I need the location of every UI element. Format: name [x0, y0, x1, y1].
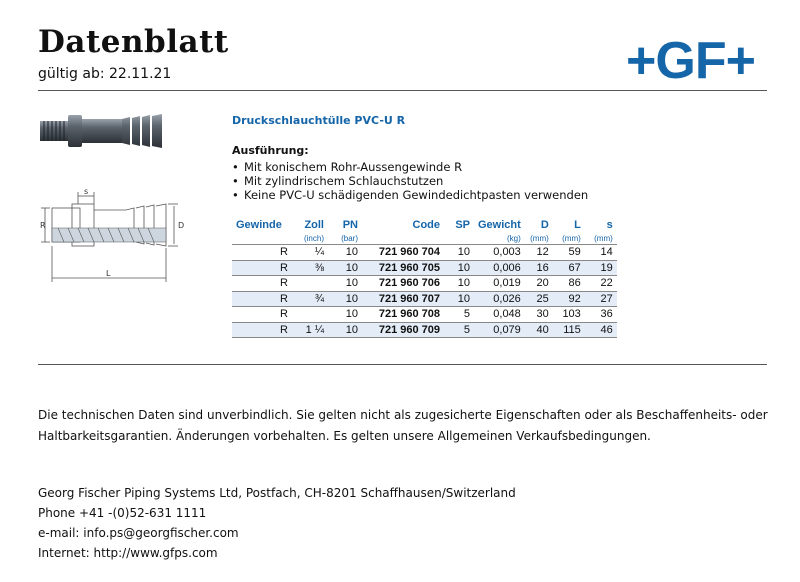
gf-logo: +GF+	[626, 32, 755, 90]
ausfuehrung-heading: Ausführung:	[232, 144, 309, 157]
cell-d: 12	[525, 245, 553, 261]
cell-zoll	[292, 307, 328, 323]
table-row	[232, 276, 617, 292]
cell-gewicht: 0,003	[474, 245, 525, 261]
cell-gewinde: R	[232, 260, 292, 276]
col-header-gewinde: Gewinde	[236, 219, 282, 231]
cell-zoll: ¾	[292, 291, 328, 307]
cell-d: 16	[525, 260, 553, 276]
dim-label-r: R	[40, 221, 46, 230]
table-header-row	[232, 217, 617, 233]
cell-d: 20	[525, 276, 553, 292]
cell-l: 67	[553, 260, 585, 276]
unit-l: (mm)	[562, 234, 581, 243]
company-address: Georg Fischer Piping Systems Ltd, Postfach, CH-8201 Schaffhausen/Switzerland	[38, 486, 516, 500]
cell-l: 115	[553, 322, 585, 338]
cell-l: 92	[553, 291, 585, 307]
cell-gewinde: R	[232, 276, 292, 292]
unit-s: (mm)	[594, 234, 613, 243]
cell-gewinde: R	[232, 307, 292, 323]
cell-code: 721 960 707	[362, 291, 444, 307]
company-website: Internet: http://www.gfps.com	[38, 546, 218, 560]
dim-label-s: s	[84, 187, 89, 196]
cell-gewicht: 0,048	[474, 307, 525, 323]
feature-item: • Mit zylindrischem Schlauchstutzen	[232, 174, 588, 188]
cell-gewicht: 0,079	[474, 322, 525, 338]
cell-pn: 10	[328, 322, 362, 338]
unit-sp	[444, 233, 474, 245]
unit-gewinde	[232, 233, 292, 245]
cell-d: 25	[525, 291, 553, 307]
company-phone: Phone +41 -(0)52-631 1111	[38, 506, 207, 520]
cell-code: 721 960 704	[362, 245, 444, 261]
cell-pn: 10	[328, 245, 362, 261]
unit-code	[362, 233, 444, 245]
unit-pn: (bar)	[341, 234, 358, 243]
cell-pn: 10	[328, 276, 362, 292]
cell-gewinde: R	[232, 291, 292, 307]
cell-s: 36	[585, 307, 617, 323]
col-header-l: L	[574, 219, 581, 231]
col-header-s: s	[606, 219, 613, 231]
cell-gewicht: 0,026	[474, 291, 525, 307]
feature-item: • Mit konischem Rohr-Aussengewinde R	[232, 160, 588, 174]
unit-d: (mm)	[530, 234, 549, 243]
disclaimer-text: Die technischen Daten sind unverbindlich. Sie gelten nicht als zugesicherte Eigenschaften oder als Beschaffenheits- oder Haltbarkeitsgarantien. Änderungen vorbehalten. Es gelten unsere Allgemeinen Verkaufsbedingungen.	[38, 408, 768, 443]
cell-sp: 5	[444, 322, 474, 338]
cell-l: 86	[553, 276, 585, 292]
cell-s: 22	[585, 276, 617, 292]
cell-pn: 10	[328, 307, 362, 323]
unit-gewicht: (kg)	[507, 234, 521, 243]
page-title: Datenblatt	[38, 24, 229, 60]
product-title: Druckschlauchtülle PVC-U R	[232, 114, 406, 127]
cell-code: 721 960 708	[362, 307, 444, 323]
cell-sp: 10	[444, 260, 474, 276]
cell-zoll: ¼	[292, 245, 328, 261]
cell-sp: 10	[444, 291, 474, 307]
product-table	[232, 217, 617, 338]
content-divider	[38, 364, 767, 365]
cell-d: 30	[525, 307, 553, 323]
table-row	[232, 260, 617, 276]
unit-zoll: (inch)	[303, 234, 324, 243]
feature-list	[232, 160, 588, 202]
col-header-pn: PN	[342, 219, 358, 231]
col-header-sp: SP	[455, 219, 470, 231]
col-header-gewicht: Gewicht	[478, 219, 521, 231]
cell-zoll	[292, 276, 328, 292]
cell-gewinde: R	[232, 245, 292, 261]
table-row	[232, 322, 617, 338]
cell-gewicht: 0,019	[474, 276, 525, 292]
cell-pn: 10	[328, 260, 362, 276]
cell-l: 59	[553, 245, 585, 261]
cell-code: 721 960 706	[362, 276, 444, 292]
cell-d: 40	[525, 322, 553, 338]
cell-s: 27	[585, 291, 617, 307]
cell-s: 46	[585, 322, 617, 338]
cell-l: 103	[553, 307, 585, 323]
dim-label-l: L	[106, 269, 111, 278]
cell-zoll: ⅜	[292, 260, 328, 276]
cell-gewinde: R	[232, 322, 292, 338]
cell-s: 19	[585, 260, 617, 276]
product-photo	[40, 110, 170, 154]
col-header-d: D	[540, 219, 549, 231]
cell-gewicht: 0,006	[474, 260, 525, 276]
table-row	[232, 307, 617, 323]
feature-item: • Keine PVC-U schädigenden Gewindedichtpasten verwenden	[232, 188, 588, 202]
valid-from-date: gültig ab: 22.11.21	[38, 66, 172, 82]
col-header-code: Code	[412, 219, 440, 231]
dim-label-d: D	[178, 221, 185, 230]
cell-s: 14	[585, 245, 617, 261]
cell-pn: 10	[328, 291, 362, 307]
cell-sp: 10	[444, 245, 474, 261]
col-header-zoll: Zoll	[304, 219, 324, 231]
cell-sp: 10	[444, 276, 474, 292]
cell-code: 721 960 705	[362, 260, 444, 276]
cell-sp: 5	[444, 307, 474, 323]
table-row	[232, 291, 617, 307]
technical-drawing	[38, 186, 188, 286]
company-email: e-mail: info.ps@georgfischer.com	[38, 526, 239, 540]
header-divider	[38, 90, 767, 91]
table-unit-row	[232, 233, 617, 245]
cell-zoll: 1 ¼	[292, 322, 328, 338]
table-row	[232, 245, 617, 261]
cell-code: 721 960 709	[362, 322, 444, 338]
